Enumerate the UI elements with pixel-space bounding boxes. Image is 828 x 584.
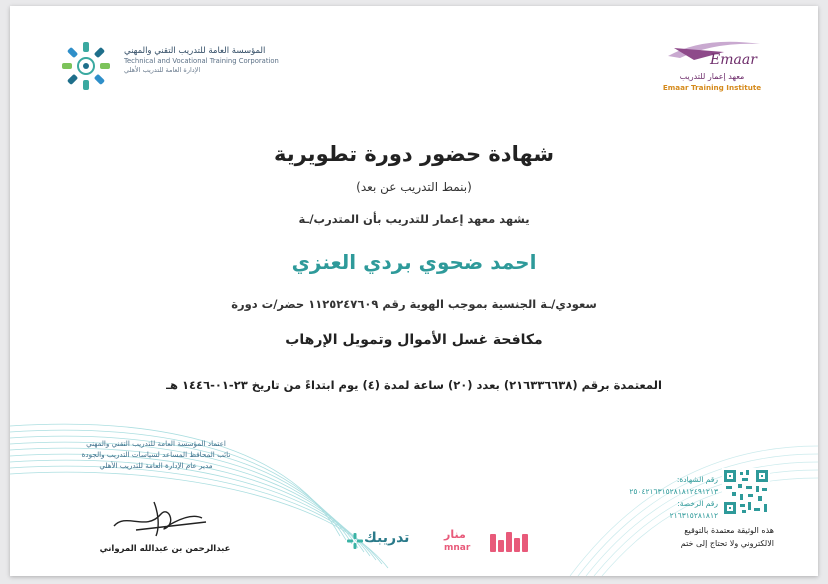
license-number-value: ٢١٦٣١٥٢٨١٨١٢ bbox=[669, 511, 718, 520]
approval-line: المعتمدة برقم (٢١٦٣٣٦٦٣٨) بعدد (٢٠) ساعة لمدة (٤) يوم ابتداءً من تاريخ ٢٣-٠١-١٤٤٦ هـ bbox=[166, 378, 662, 392]
signer-line: مدير عام الإدارة العامة للتدريب الأهلي bbox=[99, 461, 213, 470]
license-number-label: رقم الرخصة: bbox=[677, 499, 718, 508]
e-signature-note bbox=[606, 524, 774, 550]
tvtc-sub-name: الإدارة العامة للتدريب الأهلي bbox=[124, 66, 201, 74]
signature-image bbox=[106, 492, 216, 542]
note-line: هذه الوثيقة معتمدة بالتوقيع bbox=[684, 526, 774, 535]
emaar-arabic-name: معهد إعمار للتدريب bbox=[679, 72, 745, 81]
emaar-logo bbox=[650, 34, 780, 98]
cert-number-label: رقم الشهادة: bbox=[676, 475, 718, 484]
tvtc-english-name: Technical and Vocational Training Corporation bbox=[124, 57, 279, 65]
emaar-english-name: Emaar Training Institute bbox=[662, 83, 762, 92]
tadreeb-logo-text: تدريبك bbox=[364, 530, 410, 546]
trainee-name: احمد ضحوي بردي العنزي bbox=[291, 250, 537, 274]
tadreeb-logo bbox=[346, 526, 428, 556]
emaar-emblem-icon bbox=[664, 34, 764, 70]
course-name: مكافحة غسل الأموال وتمويل الإرهاب bbox=[285, 332, 543, 348]
tvtc-emblem-icon bbox=[58, 38, 114, 94]
training-mode: (بنمط التدريب عن بعد) bbox=[356, 180, 472, 194]
intro-line: يشهد معهد إعمار للتدريب بأن المتدرب/ـة bbox=[298, 212, 530, 226]
signer-name: عبدالرحمن بن عبدالله المرواني bbox=[99, 544, 231, 554]
tvtc-logo bbox=[58, 36, 288, 96]
id-line: سعودي/ـة الجنسية بموجب الهوية رقم ١١٢٥٢٤٧٦٠٩ حضر/ت دورة bbox=[231, 297, 597, 311]
tvtc-arabic-name: المؤسسة العامة للتدريب التقني والمهني bbox=[124, 46, 266, 56]
certificate-title: شهادة حضور دورة تطويرية bbox=[274, 142, 554, 166]
signer-line: اعتماد المؤسسة العامة للتدريب التقني والمهني bbox=[86, 439, 226, 448]
manar-english-text: mnar bbox=[444, 543, 471, 553]
manar-arabic-text: منار bbox=[444, 528, 466, 541]
tadreeb-star-icon bbox=[346, 532, 364, 550]
verification-info bbox=[610, 474, 718, 522]
emaar-logo-text: Emaar bbox=[710, 52, 757, 68]
manar-logo bbox=[442, 526, 484, 558]
signer-line: نائب المحافظ المساعد لسياسات التدريب والجودة bbox=[81, 450, 231, 459]
qr-code-icon[interactable] bbox=[722, 468, 770, 516]
cert-number-value: ٢٥٠٤٢١٦٣١٥٢٨١٨١٢٤٩١٢١٣ bbox=[629, 487, 718, 496]
note-line: الالكتروني ولا تحتاج إلى ختم bbox=[680, 539, 774, 548]
signer-block bbox=[66, 438, 246, 471]
partner-logo-icon bbox=[488, 526, 530, 558]
certificate-page bbox=[10, 6, 818, 576]
